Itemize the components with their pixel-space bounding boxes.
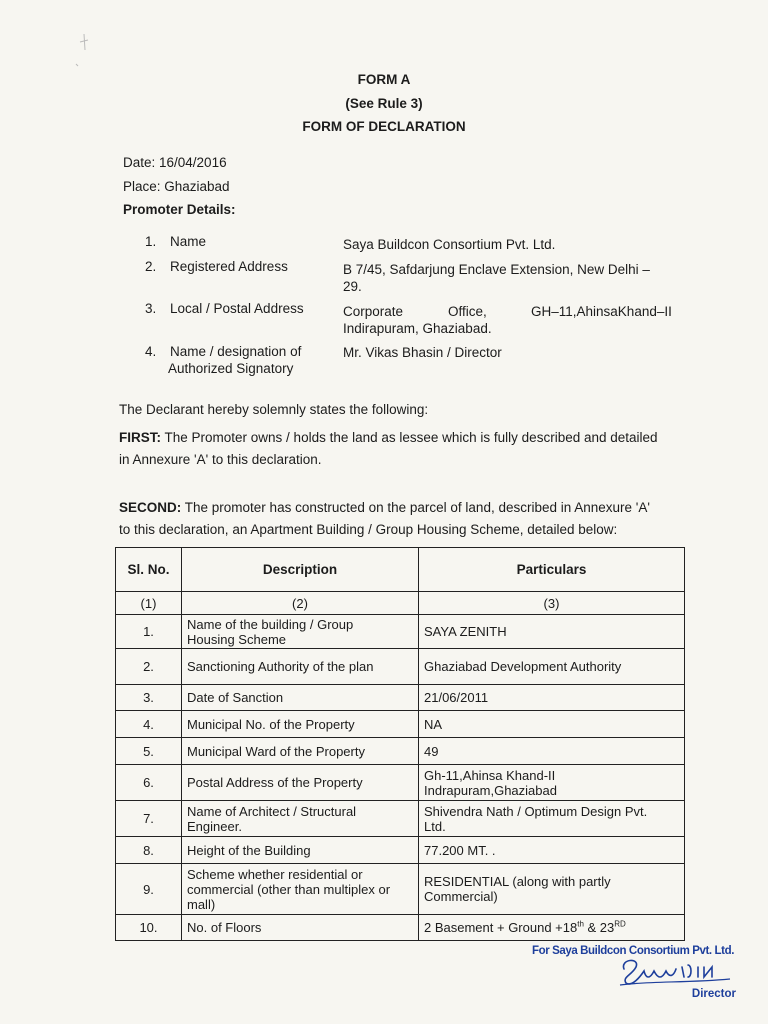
table-row bbox=[116, 864, 685, 915]
table-row bbox=[116, 615, 685, 649]
row-number: 9. bbox=[116, 864, 182, 915]
row-number: 7. bbox=[116, 801, 182, 837]
form-rule: (See Rule 3) bbox=[345, 96, 423, 111]
place-line: Place: Ghaziabad bbox=[123, 179, 230, 194]
company-stamp: For Saya Buildcon Consortium Pvt. Ltd. bbox=[531, 945, 734, 957]
promoter-1-label: Name bbox=[170, 234, 207, 249]
row-number: 8. bbox=[116, 837, 182, 864]
promoter-1-num: 1. bbox=[145, 234, 157, 249]
row-particulars bbox=[419, 915, 685, 941]
table-row bbox=[116, 837, 685, 864]
form-subtitle: FORM OF DECLARATION bbox=[302, 119, 466, 134]
header-description: Description bbox=[182, 548, 419, 592]
promoter-2-value-line2: 29. bbox=[343, 279, 362, 294]
promoter-3-value-c: GH–11,AhinsaKhand–II bbox=[531, 304, 672, 319]
promoter-2-label: Registered Address bbox=[170, 259, 288, 274]
row-description bbox=[182, 801, 419, 837]
row-particulars: 21/06/2011 bbox=[419, 685, 685, 711]
table-row bbox=[116, 738, 685, 765]
promoter-3-label: Local / Postal Address bbox=[170, 301, 304, 316]
promoter-3-value-b: Office, bbox=[448, 304, 487, 319]
scheme-details-table bbox=[115, 547, 685, 941]
row-description: Date of Sanction bbox=[182, 685, 419, 711]
row-particulars-line: Ltd. bbox=[424, 818, 446, 834]
row-particulars-line: RESIDENTIAL (along with partly bbox=[424, 874, 611, 889]
second-text-line1: The promoter has constructed on the parcel of land, described in Annexure 'A' bbox=[181, 500, 650, 515]
table-row bbox=[116, 649, 685, 685]
row-description bbox=[182, 864, 419, 915]
promoter-heading: Promoter Details: bbox=[123, 202, 236, 217]
row-number: 4. bbox=[116, 711, 182, 738]
promoter-2-value-line1: B 7/45, Safdarjung Enclave Extension, New Delhi – bbox=[343, 262, 650, 277]
row-description: Postal Address of the Property bbox=[182, 765, 419, 801]
table-row bbox=[116, 765, 685, 801]
promoter-1-value: Saya Buildcon Consortium Pvt. Ltd. bbox=[343, 237, 556, 252]
row-particulars-line: Indrapuram,Ghaziabad bbox=[424, 782, 557, 798]
row-particulars bbox=[419, 801, 685, 837]
signature-image bbox=[618, 955, 738, 989]
row-description-line: commercial (other than multiplex or bbox=[187, 881, 391, 897]
first-label: FIRST: bbox=[119, 430, 161, 445]
first-text-line2: in Annexure 'A' to this declaration. bbox=[119, 452, 322, 467]
table-row bbox=[116, 711, 685, 738]
row-particulars: Ghaziabad Development Authority bbox=[419, 649, 685, 685]
row-number: 1. bbox=[116, 615, 182, 649]
row-particulars: NA bbox=[419, 711, 685, 738]
row-description: Height of the Building bbox=[182, 837, 419, 864]
row-description: Sanctioning Authority of the plan bbox=[182, 649, 419, 685]
index-col-2: (2) bbox=[182, 592, 419, 615]
header-sl-no: Sl. No. bbox=[116, 548, 182, 592]
form-title: FORM A bbox=[357, 72, 411, 87]
row-number: 10. bbox=[116, 915, 182, 941]
row-particulars: 49 bbox=[419, 738, 685, 765]
floors-sup-a: th bbox=[577, 919, 584, 929]
row-description-line: Housing Scheme bbox=[187, 631, 286, 647]
row-particulars-line: Commercial) bbox=[424, 889, 498, 904]
table-row bbox=[116, 801, 685, 837]
promoter-3-num: 3. bbox=[145, 301, 157, 316]
row-description-line: Engineer. bbox=[187, 818, 242, 834]
floors-sup-b: RD bbox=[614, 919, 626, 929]
row-particulars-line: Gh-11,Ahinsa Khand-II bbox=[424, 767, 556, 783]
row-number: 2. bbox=[116, 649, 182, 685]
index-col-3: (3) bbox=[419, 592, 685, 615]
row-particulars: 77.200 MT. . bbox=[419, 837, 685, 864]
table-index-row bbox=[116, 592, 685, 615]
row-description bbox=[182, 615, 419, 649]
row-description-line: Name of Architect / Structural bbox=[187, 803, 357, 819]
row-number: 3. bbox=[116, 685, 182, 711]
row-particulars-line: Shivendra Nath / Optimum Design Pvt. bbox=[424, 803, 648, 819]
header-particulars: Particulars bbox=[419, 548, 685, 592]
second-text-line2: to this declaration, an Apartment Building / Group Housing Scheme, detailed below: bbox=[119, 522, 618, 537]
promoter-4-value: Mr. Vikas Bhasin / Director bbox=[343, 345, 502, 360]
row-description: Municipal No. of the Property bbox=[182, 711, 419, 738]
row-description: No. of Floors bbox=[182, 915, 419, 941]
row-particulars bbox=[419, 864, 685, 915]
second-paragraph bbox=[119, 497, 689, 541]
floors-text-b: & 23 bbox=[583, 920, 615, 935]
promoter-4-num: 4. bbox=[145, 344, 157, 359]
director-stamp: Director bbox=[691, 988, 736, 1000]
row-description-line: Scheme whether residential or bbox=[187, 866, 363, 882]
row-number: 6. bbox=[116, 765, 182, 801]
promoter-2-num: 2. bbox=[145, 259, 157, 274]
row-description-line: mall) bbox=[187, 896, 216, 912]
promoter-3-value-a: Corporate bbox=[343, 304, 404, 319]
row-particulars: SAYA ZENITH bbox=[419, 615, 685, 649]
promoter-4-label-line2: Authorized Signatory bbox=[168, 361, 294, 376]
row-description-line: Name of the building / Group bbox=[187, 616, 354, 632]
row-description: Municipal Ward of the Property bbox=[182, 738, 419, 765]
table-row bbox=[116, 685, 685, 711]
second-label: SECOND: bbox=[119, 500, 182, 515]
table-row bbox=[116, 915, 685, 941]
promoter-3-value-line2: Indirapuram, Ghaziabad. bbox=[343, 321, 492, 336]
row-number: 5. bbox=[116, 738, 182, 765]
promoter-4-label-line1: Name / designation of bbox=[170, 344, 302, 359]
index-col-1: (1) bbox=[116, 592, 182, 615]
first-paragraph bbox=[119, 427, 689, 471]
date-line: Date: 16/04/2016 bbox=[123, 155, 227, 170]
first-text-line1: The Promoter owns / holds the land as lessee which is fully described and detailed bbox=[161, 430, 658, 445]
floors-text-a: 2 Basement + Ground +18 bbox=[424, 920, 578, 935]
row-particulars bbox=[419, 765, 685, 801]
declaration-intro: The Declarant hereby solemnly states the following: bbox=[119, 402, 429, 417]
table-header-row bbox=[116, 548, 685, 592]
